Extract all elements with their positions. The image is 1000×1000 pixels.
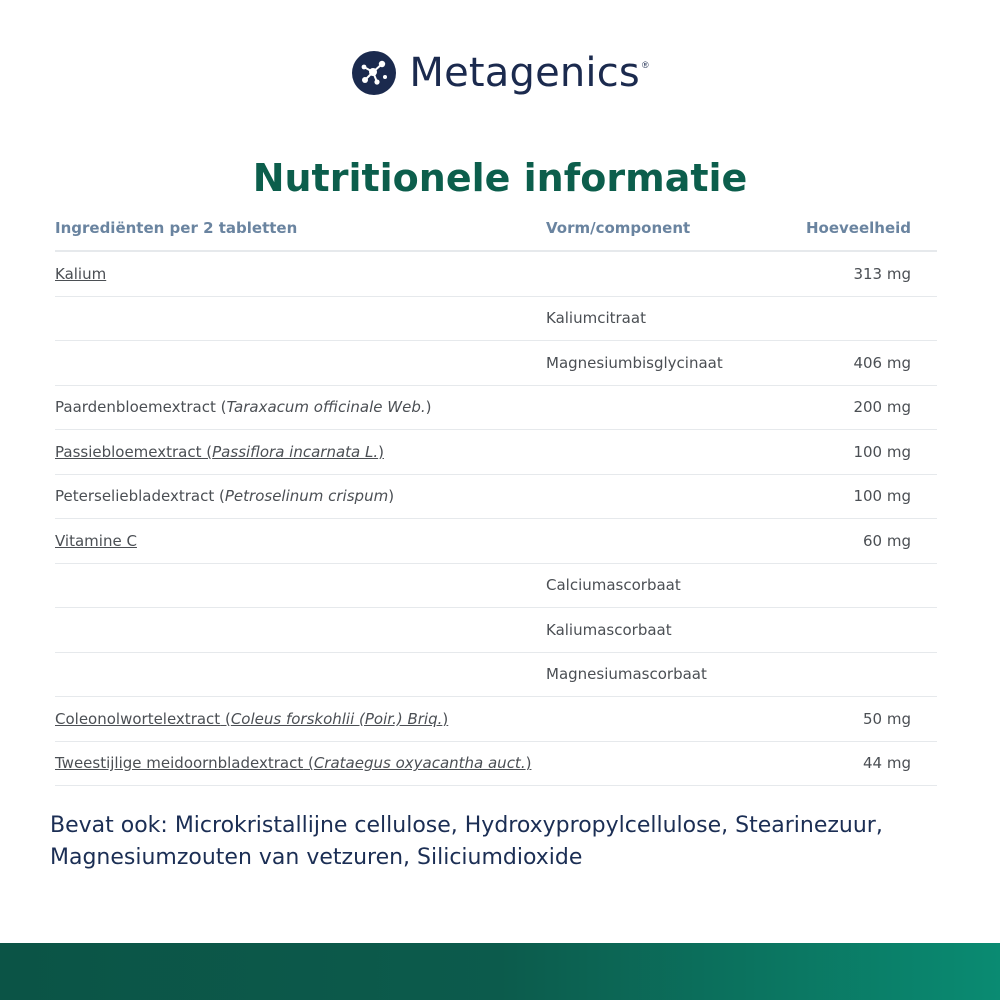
ingredient-cell[interactable] [55,519,546,564]
latin-name: Petroselinum crispum [224,487,389,506]
ingredient-cell [55,608,546,653]
form-cell [546,741,776,786]
form-cell [546,474,776,519]
ingredient-label: Kalium [55,264,107,283]
form-cell: Magnesiumbisglycinaat [546,341,776,386]
form-cell: Magnesiumascorbaat [546,652,776,697]
registered-mark: ® [641,60,649,70]
latin-name: Coleus forskohlii (Poir.) Briq. [230,709,443,728]
header-form: Vorm/component [546,206,776,251]
header-amount: Hoeveelheid [776,206,937,251]
ingredient-cell[interactable] [55,430,546,475]
ingredient-link[interactable] [55,532,137,550]
ingredient-cell [55,385,546,430]
ingredient-label: Paardenbloemextract [55,398,216,417]
table-row [55,563,937,608]
amount-cell [776,608,937,653]
latin-name: Taraxacum officinale Web. [226,398,426,417]
table-row [55,385,937,430]
form-cell: Kaliumascorbaat [546,608,776,653]
ingredient-link[interactable] [55,265,106,283]
table-row [55,652,937,697]
table-row [55,608,937,653]
ingredient-cell [55,563,546,608]
ingredient-label: Tweestijlige meidoornbladextract [55,754,304,773]
table-row [55,251,937,296]
amount-cell: 100 mg [776,474,937,519]
latin-name: Passiflora incarnata L. [212,442,379,461]
form-cell [546,519,776,564]
amount-cell: 44 mg [776,741,937,786]
amount-cell: 60 mg [776,519,937,564]
ingredient-label: Passiebloemextract [55,442,202,461]
ingredient-cell[interactable] [55,251,546,296]
ingredient-label: Coleonolwortelextract [55,709,221,728]
ingredient-label: Peterseliebladextract [55,487,215,506]
form-cell [546,697,776,742]
table-row [55,474,937,519]
ingredient-cell [55,296,546,341]
form-cell [546,430,776,475]
amount-cell [776,296,937,341]
table-header-row [55,206,937,251]
table-row [55,519,937,564]
nutrition-table [55,206,937,786]
ingredient-link[interactable]: Coleonolwortelextract (Coleus forskohlii (Poir.) Briq.) [55,709,449,728]
form-cell [546,251,776,296]
amount-cell: 50 mg [776,697,937,742]
ingredient-label: Vitamine C [55,531,137,550]
ingredient-name: Peterseliebladextract (Petroselinum crispum) [55,487,395,506]
ingredient-cell [55,474,546,519]
amount-cell [776,563,937,608]
table-row [55,341,937,386]
amount-cell: 406 mg [776,341,937,386]
ingredient-link[interactable]: Tweestijlige meidoornbladextract (Crataegus oxyacantha auct.) [55,754,532,773]
amount-cell: 100 mg [776,430,937,475]
table-row [55,430,937,475]
form-cell: Kaliumcitraat [546,296,776,341]
ingredient-cell [55,341,546,386]
table-row [55,741,937,786]
ingredient-cell[interactable] [55,697,546,742]
molecule-logo-icon [351,50,397,96]
page-title: Nutritionele informatie [252,156,748,200]
amount-cell: 200 mg [776,385,937,430]
latin-name: Crataegus oxyacantha auct. [313,754,526,773]
footer-band [0,943,1000,1000]
table-row [55,697,937,742]
brand-logo [0,50,1000,96]
ingredient-cell [55,652,546,697]
ingredient-name: Paardenbloemextract (Taraxacum officinale Web.) [55,398,432,417]
amount-cell: 313 mg [776,251,937,296]
table-row [55,296,937,341]
ingredient-link[interactable]: Passiebloemextract (Passiflora incarnata L.) [55,442,384,461]
form-cell: Calciumascorbaat [546,563,776,608]
amount-cell [776,652,937,697]
header-ingredient: Ingrediënten per 2 tabletten [55,206,546,251]
form-cell [546,385,776,430]
ingredient-cell[interactable] [55,741,546,786]
brand-name: Metagenics [409,50,640,96]
also-contains-text: Bevat ook: Microkristallijne cellulose, Hydroxypropylcellulose, Stearinezuur, Magnesiumzouten van vetzuren, Siliciumdioxide [50,813,883,870]
